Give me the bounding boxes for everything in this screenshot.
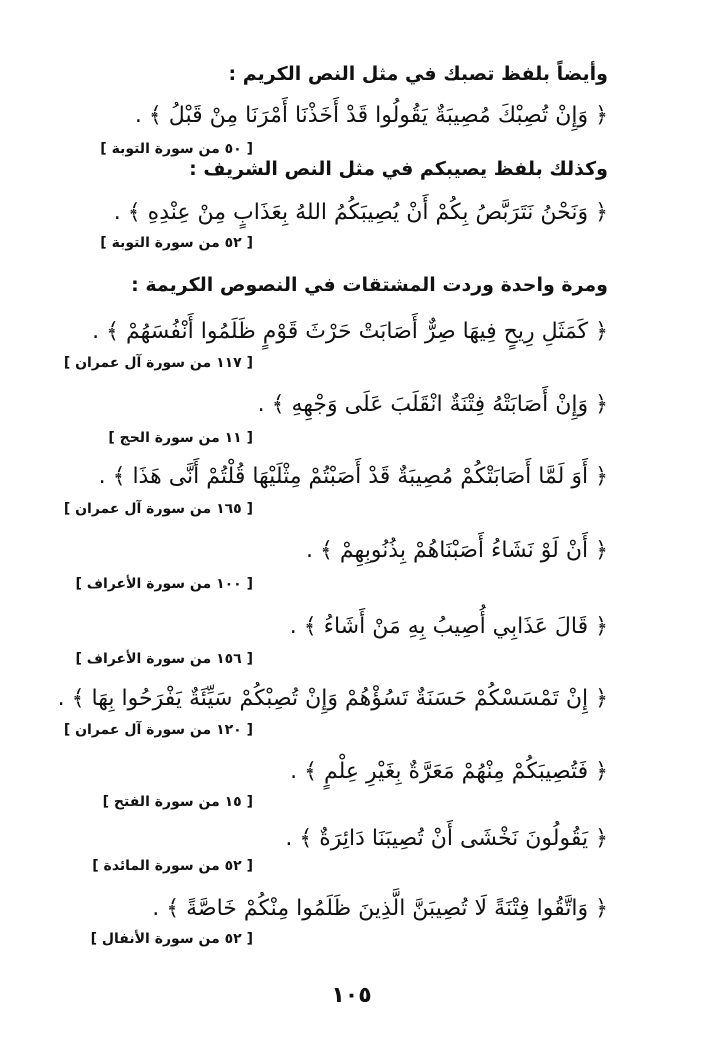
verse-line-9: ﴿ فَتُصِيبَكُمْ مِنْهُمْ مَعَرَّةٌ بِغَيْرِ عِلْمٍ ﴾ . bbox=[290, 759, 608, 784]
verse-line-3: ﴿ كَمَثَلِ رِيحٍ فِيهَا صِرٌّ أَصَابَتْ حَرْثَ قَوْمٍ ظَلَمُوا أَنْفُسَهُمْ ﴾ . bbox=[92, 319, 608, 344]
verse-line-2: ﴿ وَنَحْنُ نَتَرَبَّصُ بِكُمْ أَنْ يُصِيبَكُمُ اللهُ بِعَذَابٍ مِنْ عِنْدِهِ ﴾ . bbox=[113, 200, 608, 225]
verse-line-5: ﴿ أَوَ لَمَّا أَصَابَتْكُمْ مُصِيبَةٌ قَدْ أَصَبْتُمْ مِثْلَيْهَا قُلْتُمْ أَنَّى هَذَا ﴾ . bbox=[98, 464, 608, 489]
verse-ref-7: [ ١٥٦ من سورة الأعراف ] bbox=[75, 651, 253, 667]
intro-line-3: ومرة واحدة وردت المشتقات في النصوص الكريمة : bbox=[131, 274, 608, 296]
verse-line-7: ﴿ قَالَ عَذَابِي أُصِيبُ بِهِ مَنْ أَشَاءُ ﴾ . bbox=[289, 614, 608, 639]
intro-line-1: وأيضاً بلفظ تصبك في مثل النص الكريم : bbox=[228, 63, 608, 85]
verse-ref-9: [ ١٥ من سورة الفتح ] bbox=[102, 794, 253, 810]
verse-ref-8: [ ١٢٠ من سورة آل عمران ] bbox=[63, 722, 253, 738]
page-number: ١٠٥ bbox=[331, 983, 372, 1008]
verse-line-11: ﴿ وَاتَّقُوا فِتْنَةً لَا تُصِيبَنَّ الَّذِينَ ظَلَمُوا مِنْكُمْ خَاصَّةً ﴾ . bbox=[152, 896, 608, 921]
verse-ref-11: [ ٥٢ من سورة الأنفال ] bbox=[90, 931, 253, 947]
verse-line-1: ﴿ وَإِنْ تُصِبْكَ مُصِيبَةٌ يَقُولُوا قَدْ أَخَذْنَا أَمْرَنَا مِنْ قَبْلُ ﴾ . bbox=[134, 103, 608, 128]
intro-line-2: وكذلك بلفظ يصيبكم في مثل النص الشريف : bbox=[189, 158, 608, 180]
verse-ref-2: [ ٥٢ من سورة التوبة ] bbox=[100, 235, 253, 251]
verse-line-8: ﴿ إِنْ تَمْسَسْكُمْ حَسَنَةٌ تَسُؤْهُمْ وَإِنْ تُصِبْكُمْ سَيِّئَةٌ يَفْرَحُوا بِهَا ﴾ . bbox=[57, 686, 608, 711]
verse-line-10: ﴿ يَقُولُونَ نَخْشَى أَنْ تُصِيبَنَا دَائِرَةٌ ﴾ . bbox=[285, 826, 608, 851]
verse-ref-3: [ ١١٧ من سورة آل عمران ] bbox=[63, 355, 253, 371]
verse-ref-5: [ ١٦٥ من سورة آل عمران ] bbox=[63, 501, 253, 517]
verse-ref-4: [ ١١ من سورة الحج ] bbox=[108, 430, 253, 446]
verse-ref-1: [ ٥٠ من سورة التوبة ] bbox=[100, 141, 253, 157]
verse-ref-6: [ ١٠٠ من سورة الأعراف ] bbox=[75, 576, 253, 592]
verse-ref-10: [ ٥٢ من سورة المائدة ] bbox=[92, 858, 253, 874]
verse-line-4: ﴿ وَإِنْ أَصَابَتْهُ فِتْنَةٌ انْقَلَبَ عَلَى وَجْهِهِ ﴾ . bbox=[257, 392, 608, 417]
verse-line-6: ﴿ أَنْ لَوْ نَشَاءُ أَصَبْنَاهُمْ بِذُنُوبِهِمْ ﴾ . bbox=[306, 538, 608, 563]
